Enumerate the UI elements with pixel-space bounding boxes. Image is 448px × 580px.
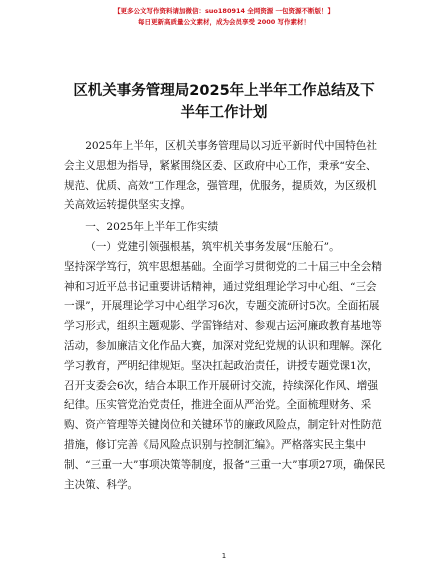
section-heading: 一、2025年上半年工作实绩 xyxy=(85,221,219,234)
intro-paragraph: 2025年上半年，区机关事务管理局以习近平新时代中国特色社会主义思想为指导，紧紧围绕区委、区政府中心工作，秉承“安全、规范、优质、高效”工作理念，强管理，优服务，提质效，为区级机关高效运转提供坚实支撑。 xyxy=(64,140,377,212)
document-title-line-2: 半年工作计划 xyxy=(180,105,268,121)
document-body xyxy=(64,137,386,495)
subsection-body-paragraph: 坚持深学笃行，筑牢思想基础。全面学习贯彻党的二十届三中全会精神和习近平总书记重要讲话精神，通过党组理论学习中心组、“三会一课”，开展理论学习中心组学习6次，专题交流研讨5次。全面拓展学习形式，组织主题观影、学雷锋结对、参观古运河廉政教育基地等活动，参加廉洁文化作品大赛，加深对党纪党规的认识和理解。深化学习教育，严明纪律规矩。坚决扛起政治责任，讲授专题党课1次，召开支委会6次，结合本职工作开展研讨交流，持续深化作风、增强纪律。压实管党治党责任，推进全面从严治党。全面梳理财务、采购、资产管理等关键岗位和关键环节的廉政风险点，制定针对性防范措施，修订完善《局风险点识别与控制汇编》。严格落实民主集中制、“三重一大”事项决策等制度，报备“三重一大”事项27项，确保民主决策、科学。 xyxy=(64,260,386,491)
page-number: 1 xyxy=(221,552,227,560)
subsection-heading: （一）党建引领强根基，筑牢机关事务发展“压舱石”。 xyxy=(85,240,340,253)
document-title xyxy=(40,80,408,124)
promo-banner xyxy=(0,6,448,28)
promo-banner-line-2: 每日更新高质量公文素材，成为会员享受 2000 写作素材！ xyxy=(137,18,311,26)
document-title-line-1: 区机关事务管理局2025年上半年工作总结及下 xyxy=(73,83,375,99)
promo-banner-line-1: 【更多公文写作资料请加微信：suo180914 全网资源 一包资源不断版！】 xyxy=(113,7,335,15)
